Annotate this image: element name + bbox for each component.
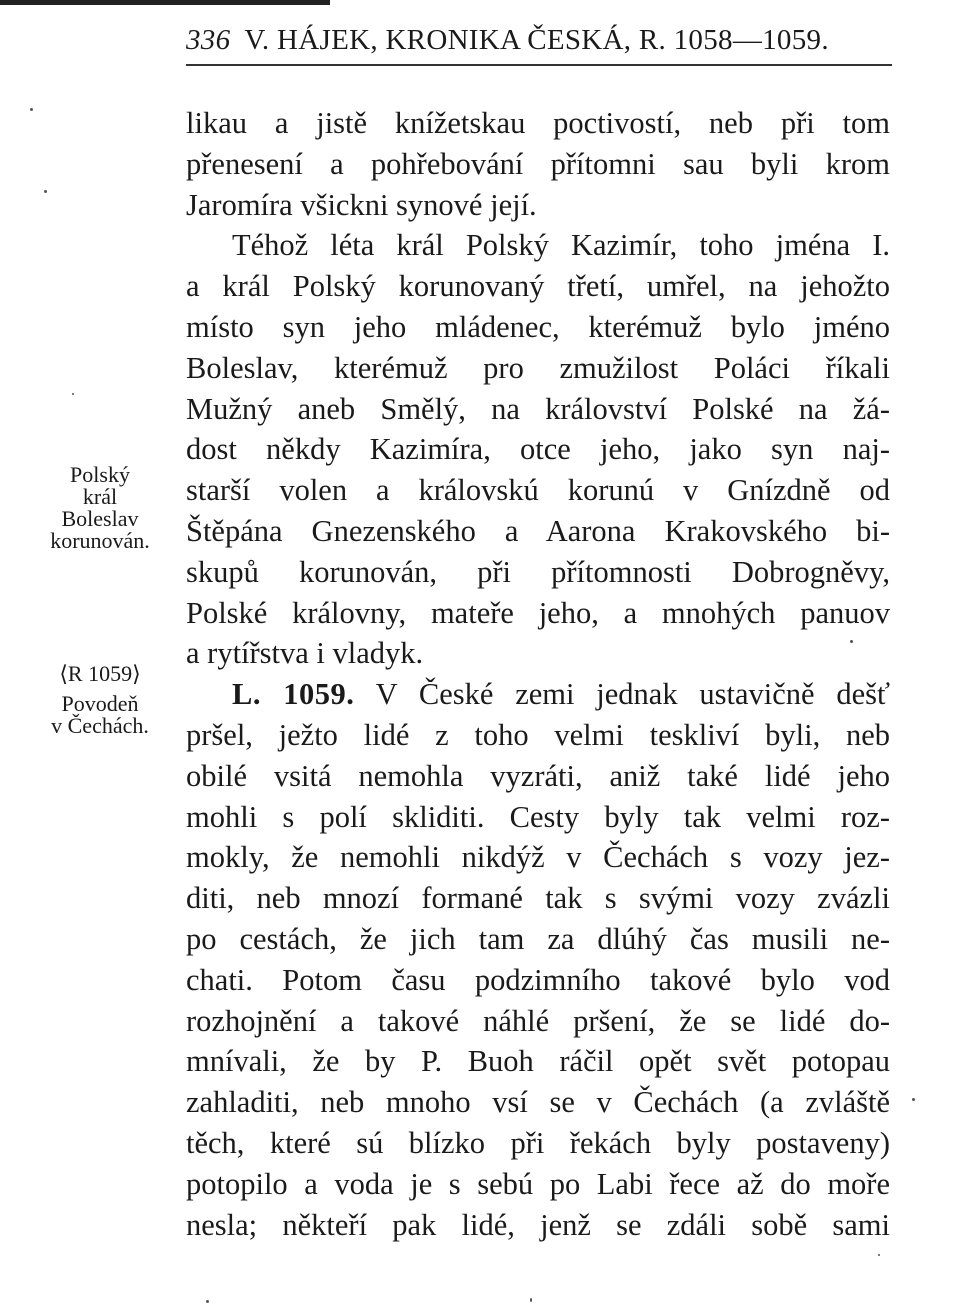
text-line: Mužný aneb Smělý, na království Polské na žá- xyxy=(186,391,890,426)
text-line: chati. Potom času podzimního takové bylo vod xyxy=(186,962,890,997)
text-line: mokly, že nemohli nikdýž v Čechách s vozy jez- xyxy=(186,840,890,875)
text-line: Boleslav, kterémuž pro zmužilost Poláci říkali xyxy=(186,350,890,385)
margin-note-flood xyxy=(30,663,170,737)
year-heading-text: V České zemi jednak ustavičně dešť xyxy=(375,677,891,712)
text-line: Polské královny, mateře jeho, a mnohých panuov xyxy=(186,595,890,630)
scan-speck xyxy=(530,1298,532,1302)
text-line: obilé vsitá nemohla vyzráti, aniž také lidé jeho xyxy=(186,758,890,793)
text-line: a rytířstva i vladyk. xyxy=(186,636,424,671)
scan-speck xyxy=(878,1254,880,1256)
text-line: likau a jistě knížetskau poctivostí, neb při tom xyxy=(186,106,890,140)
text-line: zahladiti, neb mnoho vsí se v Čechách (a zvláště xyxy=(186,1085,890,1120)
scan-speck xyxy=(30,108,33,111)
text-line: po cestách, že jich tam za dlúhý čas musili ne- xyxy=(186,921,890,956)
year-heading: L. 1059. xyxy=(232,677,355,712)
text-line: přenesení a pohřebování přítomni sau byli krom xyxy=(186,146,890,181)
text-line: skupů korunován, při přítomnosti Dobrogněvy, xyxy=(186,554,890,589)
text-line: rozhojnění a takové náhlé pršení, že se lidé do- xyxy=(186,1003,890,1038)
margin-note-coronation xyxy=(30,464,170,552)
margin-note-line: Boleslav xyxy=(61,506,139,531)
margin-note-line: korunován. xyxy=(50,528,150,553)
text-line: mohli s polí skliditi. Cesty byly tak velmi roz- xyxy=(186,799,890,834)
text-line: nesla; někteří pak lidé, jenž se zdáli sobě sami xyxy=(186,1207,890,1242)
margin-note-line: král xyxy=(82,484,118,509)
text-line: těch, které sú blízko při řekách byly postaveny) xyxy=(186,1125,890,1160)
top-edge-rule xyxy=(0,0,330,5)
scan-speck xyxy=(44,190,47,193)
page-number: 336 xyxy=(186,24,231,56)
margin-note-line: v Čechách. xyxy=(51,713,149,738)
body-text xyxy=(186,103,890,1245)
text-line: dost někdy Kazimíra, otce jeho, jako syn naj- xyxy=(186,432,890,467)
text-line: místo syn jeho mládenec, kterémuž bylo jméno xyxy=(186,309,890,344)
running-header xyxy=(186,18,892,62)
text-line-year-heading xyxy=(186,674,890,715)
running-title: V. HÁJEK, KRONIKA ČESKÁ, R. 1058—1059. xyxy=(244,24,829,56)
margin-note-line: Povodeň xyxy=(61,691,139,716)
text-line: Téhož léta král Polský Kazimír, toho jména I. xyxy=(232,228,890,263)
scan-speck xyxy=(72,393,74,395)
scan-speck xyxy=(206,1300,209,1303)
scan-speck xyxy=(912,1098,915,1101)
text-line: mnívali, že by P. Buoh ráčil opět svět potopau xyxy=(186,1044,890,1079)
text-line: potopilo a voda je s sebú po Labi řece až do moře xyxy=(186,1166,890,1201)
header-rule xyxy=(186,64,892,66)
text-line: Štěpána Gnezenského a Aarona Krakovského bi- xyxy=(186,513,890,548)
text-line: starší volen a královskú korunú v Gnízdně od xyxy=(186,473,890,508)
scan-speck xyxy=(850,640,853,643)
text-line: a král Polský korunovaný třetí, umřel, na jehožto xyxy=(186,269,890,304)
margin-note-line: Polský xyxy=(70,462,130,487)
text-line: Jaromíra všickni synové její. xyxy=(186,187,537,222)
text-line: diti, neb mnozí formané tak s svými vozy zvázli xyxy=(186,881,890,916)
text-line: pršel, ježto lidé z toho velmi teskliví byli, neb xyxy=(186,717,890,752)
margin-note-year: ⟨R 1059⟩ xyxy=(59,661,141,686)
